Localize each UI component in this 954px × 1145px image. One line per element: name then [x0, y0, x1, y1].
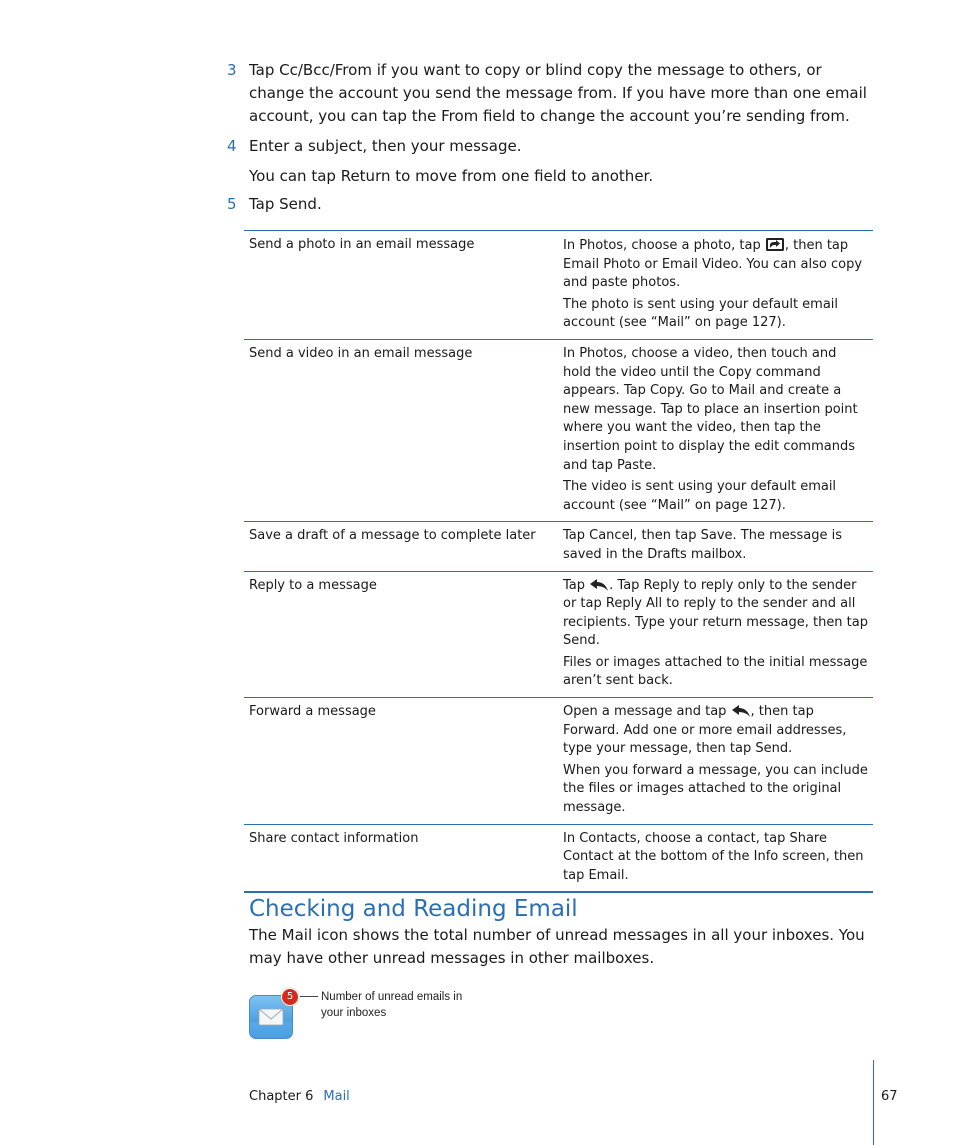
unread-badge: 5: [281, 988, 299, 1006]
description-cell: [563, 236, 868, 333]
table-row: [244, 521, 873, 570]
description-cell: [563, 577, 868, 692]
description-paragraph: When you forward a message, you can include the files or images attached to the original message.: [563, 762, 868, 816]
step-number: 5: [227, 195, 237, 213]
step-text: Tap Send.: [249, 195, 322, 213]
description-cell: [563, 703, 868, 818]
description-paragraph: In Photos, choose a video, then touch and hold the video until the Copy command appears. Tap Copy. Go to Mail and create a new message. Tap to place an insertion point where you want the video, then tap the insertion point to display the edit commands and tap Paste.: [563, 345, 858, 473]
footer-divider: [873, 1060, 874, 1145]
page-number: 67: [881, 1089, 898, 1104]
description-paragraph: Open a message and tap , then tap Forward. Add one or more email addresses, type your message, then tap Send.: [563, 704, 847, 757]
share-icon: [765, 236, 785, 252]
step-4: [227, 135, 874, 158]
section-heading: Checking and Reading Email: [249, 896, 578, 922]
description-cell: [563, 527, 868, 564]
description-cell: [563, 345, 868, 515]
description-paragraph: The video is sent using your default email account (see “Mail” on page 127).: [563, 479, 837, 513]
task-table: [244, 230, 873, 893]
step-number: 3: [227, 61, 237, 79]
description-cell: [563, 830, 868, 886]
step-5: [227, 193, 874, 216]
step-3: [227, 59, 874, 128]
step-text: Tap Cc/Bcc/From if you want to copy or blind copy the message to others, or change the account you send the message from. If you have more than one email account, you can tap the From field to change the account you’re sending from.: [249, 61, 867, 125]
footer-chapter: [249, 1089, 350, 1104]
task-cell: Forward a message: [249, 704, 376, 720]
table-row: [244, 231, 873, 339]
description-paragraph: The photo is sent using your default email account (see “Mail” on page 127).: [563, 296, 839, 331]
description-paragraph: Files or images attached to the initial message aren’t sent back.: [563, 654, 868, 689]
reply-icon: [731, 704, 751, 718]
task-cell: Share contact information: [249, 830, 419, 846]
table-row: [244, 824, 873, 892]
description-paragraph: Tap . Tap Reply to reply only to the sender or tap Reply All to reply to the sender and all recipients. Type your return message, then tap Send.: [563, 577, 868, 649]
table-row: [244, 339, 873, 521]
table-row: [244, 697, 873, 824]
callout-line: [300, 996, 318, 997]
table-row: [244, 571, 873, 698]
chapter-label: Chapter 6: [249, 1089, 314, 1104]
task-cell: Save a draft of a message to complete later: [249, 528, 536, 544]
task-cell: Reply to a message: [249, 577, 377, 593]
task-cell: Send a video in an email message: [249, 345, 473, 361]
callout-label: Number of unread emails in your inboxes: [321, 991, 463, 1019]
step-number: 4: [227, 137, 237, 155]
chapter-section[interactable]: Mail: [323, 1089, 350, 1104]
reply-icon: [589, 578, 609, 592]
mail-icon-figure: [249, 988, 469, 1043]
task-cell: Send a photo in an email message: [249, 237, 475, 252]
description-paragraph: Tap Cancel, then tap Save. The message is saved in the Drafts mailbox.: [563, 528, 843, 562]
section-body: The Mail icon shows the total number of unread messages in all your inboxes. You may have other unread messages in other mailboxes.: [249, 926, 865, 967]
step-text: Enter a subject, then your message.: [249, 137, 522, 155]
description-paragraph: In Contacts, choose a contact, tap Share Contact at the bottom of the Info screen, then tap Email.: [563, 830, 864, 883]
step-4-note: You can tap Return to move from one field to another.: [249, 167, 654, 185]
description-paragraph: In Photos, choose a photo, tap , then tap Email Photo or Email Video. You can also copy and paste photos.: [563, 238, 863, 291]
